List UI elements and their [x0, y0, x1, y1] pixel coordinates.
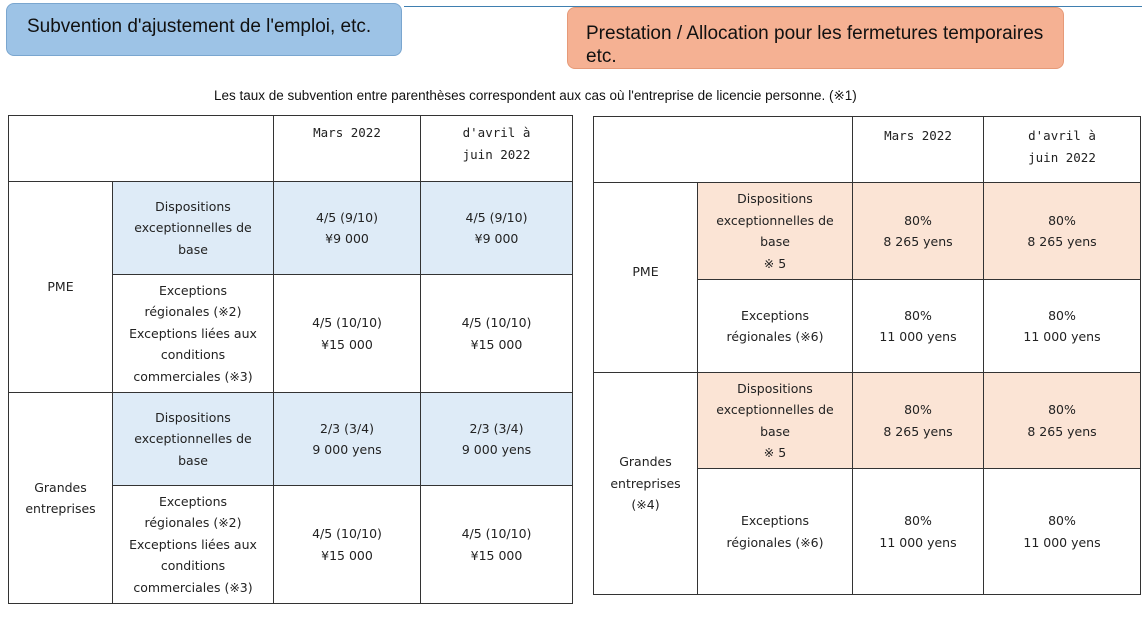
right-table-corner-cell — [594, 117, 853, 183]
left-col-header-march — [274, 116, 421, 182]
label-line: Dispositions — [155, 198, 231, 214]
right-ge-regional-aprjun — [984, 469, 1141, 595]
amount-value: 11 000 yens — [1023, 329, 1101, 344]
left-pme-base-march — [274, 182, 421, 275]
employment-adjustment-subsidy-header — [6, 3, 402, 56]
left-pme-base-aprjun — [421, 182, 573, 275]
amount-value: ¥15 000 — [321, 547, 373, 563]
rate-value: 80% — [1048, 212, 1076, 228]
rate-value: 80% — [1048, 402, 1076, 417]
right-col-aprjun-line-2: juin 2022 — [1028, 149, 1096, 165]
amount-value: 8 265 yens — [883, 234, 953, 249]
label-line: régionales (※2) — [144, 304, 242, 320]
left-pme-label — [9, 182, 113, 393]
label-line: commerciales (※3) — [133, 579, 253, 595]
right-col-march-text: Mars 2022 — [884, 128, 952, 143]
label-line: Exceptions — [740, 513, 810, 528]
label-line: Exceptions liées aux — [129, 325, 257, 341]
label-line: base — [760, 423, 790, 439]
label-line: Dispositions — [155, 409, 231, 425]
right-header-line-2: etc. — [586, 46, 617, 67]
left-col-march-text: Mars 2022 — [313, 125, 381, 140]
label-line: exceptionnelles de — [134, 220, 252, 236]
right-ge-base-aprjun — [984, 373, 1141, 469]
right-pme-label — [594, 183, 698, 373]
rate-value: 4/5 (9/10) — [465, 209, 528, 225]
label-line: régionales (※2) — [144, 515, 242, 531]
right-pme-regional-label — [698, 280, 853, 373]
left-ge-base-march — [274, 393, 421, 486]
label-line: exceptionnelles de — [134, 431, 252, 447]
footnote-mark: ※ 5 — [763, 255, 787, 271]
subsidy-rate-note: Les taux de subvention entre parenthèses correspondent aux cas où l'entreprise de licencie personne. (※1) — [214, 88, 857, 103]
footnote-mark: (※4) — [631, 497, 660, 513]
left-pme-regional-aprjun — [421, 275, 573, 393]
amount-value: 11 000 yens — [879, 329, 957, 344]
right-pme-regional-march — [853, 280, 984, 373]
left-pme-text: PME — [47, 279, 74, 295]
label-line: entreprises — [25, 501, 96, 516]
rate-value: 4/5 (10/10) — [461, 526, 532, 541]
left-col-header-april-june — [421, 116, 573, 182]
right-ge-base-march — [853, 373, 984, 469]
rate-value: 2/3 (3/4) — [320, 420, 374, 436]
amount-value: ¥9 000 — [325, 231, 369, 246]
left-pme-regional-label — [113, 275, 274, 393]
label-line: entreprises — [610, 475, 681, 491]
rate-value: 80% — [904, 307, 932, 323]
rate-value: 2/3 (3/4) — [469, 420, 524, 436]
label-line: régionales (※6) — [726, 534, 824, 550]
amount-value: 11 000 yens — [879, 534, 957, 550]
left-ge-base-aprjun — [421, 393, 573, 486]
amount-value: ¥9 000 — [474, 231, 519, 246]
left-col-aprjun-line-2: juin 2022 — [462, 146, 531, 162]
label-line: Exceptions — [740, 307, 810, 323]
label-line: Exceptions — [158, 493, 228, 509]
left-ge-regional-label — [113, 486, 274, 604]
left-ge-regional-aprjun — [421, 486, 573, 604]
left-ge-base-label — [113, 393, 274, 486]
right-col-header-march — [853, 117, 984, 183]
right-pme-text: PME — [632, 264, 659, 279]
left-pme-base-label — [113, 182, 274, 275]
right-pme-regional-aprjun — [984, 280, 1141, 373]
label-line: Grandes — [619, 454, 672, 470]
rate-value: 80% — [1048, 307, 1076, 323]
amount-value: ¥15 000 — [470, 336, 523, 352]
right-col-aprjun-line-1: d'avril à — [1028, 128, 1096, 143]
label-line: Dispositions — [737, 380, 813, 396]
left-col-aprjun-line-1: d'avril à — [462, 125, 531, 140]
label-line: base — [760, 234, 790, 249]
label-line: conditions — [160, 347, 226, 363]
left-ge-regional-march — [274, 486, 421, 604]
right-ge-regional-label — [698, 469, 853, 595]
label-line: base — [178, 452, 208, 468]
left-table-corner-cell — [9, 116, 274, 182]
right-col-header-april-june — [984, 117, 1141, 183]
label-line: Dispositions — [737, 191, 813, 206]
left-pme-regional-march — [274, 275, 421, 393]
rate-value: 80% — [904, 402, 932, 417]
amount-value: 8 265 yens — [883, 423, 953, 439]
label-line: commerciales (※3) — [133, 368, 253, 384]
right-header-line-1: Prestation / Allocation pour les fermetures temporaires — [586, 23, 1044, 44]
rate-value: 80% — [1048, 513, 1076, 528]
right-large-companies-label — [594, 373, 698, 595]
right-pme-base-march — [853, 183, 984, 280]
label-line: régionales (※6) — [726, 329, 824, 344]
amount-value: ¥15 000 — [321, 336, 373, 352]
rate-value: 4/5 (10/10) — [312, 315, 382, 330]
label-line: Exceptions — [158, 282, 228, 298]
temporary-closure-allowance-header — [567, 7, 1064, 69]
right-ge-regional-march — [853, 469, 984, 595]
amount-value: 8 265 yens — [1027, 234, 1097, 249]
left-large-companies-label — [9, 393, 113, 604]
rate-value: 4/5 (9/10) — [316, 209, 378, 225]
right-pme-base-label — [698, 183, 853, 280]
right-ge-base-label — [698, 373, 853, 469]
rate-value: 4/5 (10/10) — [312, 526, 382, 541]
label-line: base — [178, 241, 208, 257]
temporary-closure-allowance-table — [593, 116, 1141, 595]
employment-subsidy-table — [8, 115, 573, 604]
rate-value: 80% — [904, 212, 932, 228]
left-header-text: Subvention d'ajustement de l'emploi, etc. — [27, 16, 372, 37]
label-line: exceptionnelles de — [716, 402, 834, 417]
amount-value: 9 000 yens — [312, 442, 382, 457]
label-line: Grandes — [34, 479, 87, 495]
rate-value: 4/5 (10/10) — [461, 315, 532, 330]
label-line: exceptionnelles de — [716, 212, 834, 228]
amount-value: 9 000 yens — [461, 442, 532, 457]
label-line: conditions — [160, 558, 226, 574]
footnote-mark: ※ 5 — [763, 445, 787, 460]
right-pme-base-aprjun — [984, 183, 1141, 280]
amount-value: 11 000 yens — [1023, 534, 1101, 550]
amount-value: 8 265 yens — [1027, 423, 1097, 439]
amount-value: ¥15 000 — [470, 547, 523, 563]
rate-value: 80% — [904, 513, 932, 528]
label-line: Exceptions liées aux — [129, 536, 257, 552]
